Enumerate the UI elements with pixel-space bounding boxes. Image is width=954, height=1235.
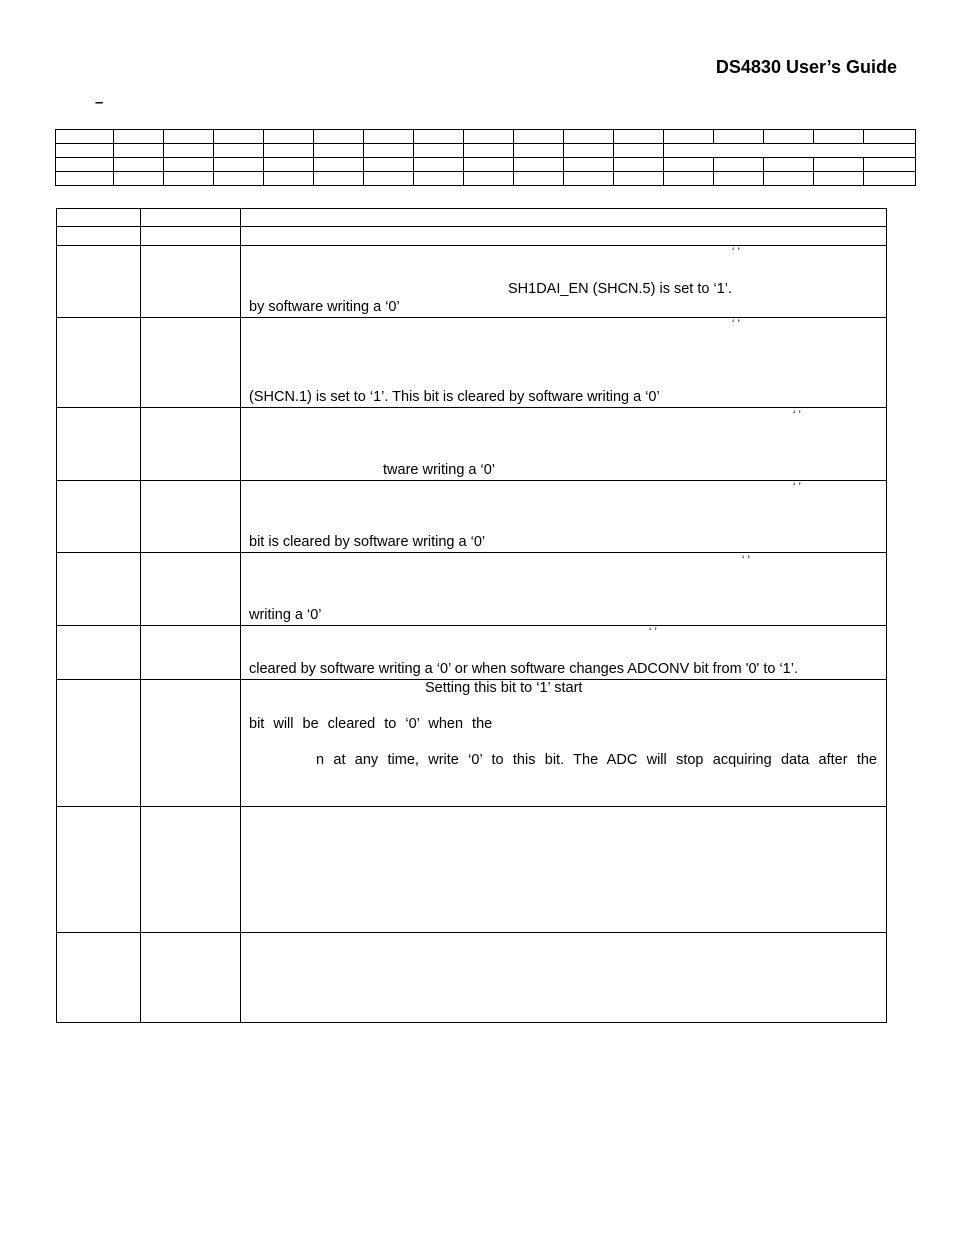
name-cell	[141, 481, 241, 553]
register-cell	[864, 158, 916, 172]
name-cell	[141, 553, 241, 626]
register-cell	[214, 158, 264, 172]
register-cell	[514, 144, 564, 158]
name-cell	[141, 408, 241, 481]
register-cell	[464, 158, 514, 172]
register-cell	[714, 130, 764, 144]
desc-row	[57, 481, 887, 553]
quote-marks: ‘ ’	[649, 626, 657, 638]
register-cell	[814, 130, 864, 144]
name-cell	[141, 246, 241, 318]
register-cell	[514, 158, 564, 172]
register-cell	[314, 172, 364, 186]
register-cell	[614, 130, 664, 144]
register-row-names	[56, 144, 916, 158]
desc-row	[57, 246, 887, 318]
register-cell	[114, 144, 164, 158]
register-row-bit-numbers	[56, 130, 916, 144]
description-text: tware writing a ‘0’	[383, 462, 496, 478]
quote-marks: ‘ ’	[732, 246, 740, 258]
register-cell	[164, 130, 214, 144]
register-cell	[764, 130, 814, 144]
bit-description-table	[56, 208, 887, 1023]
desc-header-row	[57, 209, 887, 227]
register-cell	[264, 130, 314, 144]
bit-cell	[57, 933, 141, 1023]
name-cell	[141, 626, 241, 680]
register-cell	[56, 172, 114, 186]
quote-marks: ‘ ’	[732, 318, 740, 330]
register-cell-merged	[664, 144, 916, 158]
register-row-reset	[56, 158, 916, 172]
register-cell	[264, 172, 314, 186]
name-cell	[141, 227, 241, 246]
desc-row	[57, 626, 887, 680]
description-text: by software writing a ‘0’	[249, 299, 400, 315]
register-cell	[314, 158, 364, 172]
register-cell	[214, 130, 264, 144]
register-cell	[564, 172, 614, 186]
bit-cell	[57, 807, 141, 933]
bit-cell	[57, 227, 141, 246]
register-cell	[56, 130, 114, 144]
desc-row	[57, 933, 887, 1023]
desc-row	[57, 408, 887, 481]
description-text: SH1DAI_EN (SHCN.5) is set to ‘1’.	[508, 281, 733, 297]
description-cell	[241, 246, 887, 318]
desc-row	[57, 807, 887, 933]
description-cell	[241, 680, 887, 807]
register-cell	[114, 158, 164, 172]
register-cell	[164, 172, 214, 186]
register-bit-table	[55, 129, 916, 186]
register-cell	[614, 144, 664, 158]
bit-cell	[57, 408, 141, 481]
description-text: bit is cleared by software writing a ‘0’	[249, 534, 486, 550]
bit-cell	[57, 318, 141, 408]
description-cell	[241, 318, 887, 408]
description-cell	[241, 481, 887, 553]
desc-row	[57, 553, 887, 626]
register-cell	[314, 144, 364, 158]
register-cell	[714, 172, 764, 186]
register-cell	[664, 172, 714, 186]
register-row-access	[56, 172, 916, 186]
quote-marks: ‘ ’	[793, 409, 801, 421]
bit-cell	[57, 680, 141, 807]
name-cell	[141, 209, 241, 227]
register-cell	[414, 144, 464, 158]
register-cell	[214, 172, 264, 186]
register-cell	[164, 144, 214, 158]
description-text: Setting this bit to ‘1’ start	[425, 680, 583, 696]
register-cell	[464, 144, 514, 158]
desc-row	[57, 680, 887, 807]
description-cell	[241, 626, 887, 680]
register-cell	[464, 172, 514, 186]
bit-cell	[57, 481, 141, 553]
description-text: writing a ‘0’	[249, 607, 322, 623]
bit-cell	[57, 209, 141, 227]
register-cell	[664, 158, 714, 172]
register-cell	[56, 158, 114, 172]
page-title: DS4830 User’s Guide	[715, 57, 897, 77]
register-cell	[614, 158, 664, 172]
register-cell	[364, 144, 414, 158]
register-cell	[464, 130, 514, 144]
register-cell	[364, 158, 414, 172]
register-cell	[114, 172, 164, 186]
register-cell	[56, 144, 114, 158]
description-cell	[241, 807, 887, 933]
description-cell	[241, 209, 887, 227]
name-cell	[141, 318, 241, 408]
name-cell	[141, 933, 241, 1023]
register-cell	[814, 158, 864, 172]
description-text: bit will be cleared to ‘0’ when the	[249, 716, 493, 732]
name-cell	[141, 807, 241, 933]
register-cell	[564, 158, 614, 172]
register-cell	[764, 158, 814, 172]
register-cell	[114, 130, 164, 144]
name-cell	[141, 680, 241, 807]
register-cell	[314, 130, 364, 144]
bit-cell	[57, 246, 141, 318]
quote-marks: ‘ ’	[793, 481, 801, 493]
register-cell	[364, 130, 414, 144]
register-cell	[414, 130, 464, 144]
description-cell	[241, 933, 887, 1023]
register-cell	[214, 144, 264, 158]
description-text: (SHCN.1) is set to ‘1’. This bit is cleared by software writing a ‘0’	[249, 389, 660, 405]
description-cell	[241, 227, 887, 246]
description-cell	[241, 408, 887, 481]
desc-row	[57, 318, 887, 408]
bit-cell	[57, 626, 141, 680]
register-cell	[864, 130, 916, 144]
register-cell	[864, 172, 916, 186]
register-cell	[414, 172, 464, 186]
register-cell	[564, 130, 614, 144]
register-cell	[664, 130, 714, 144]
bit-cell	[57, 553, 141, 626]
register-cell	[514, 130, 564, 144]
description-cell	[241, 553, 887, 626]
register-cell	[164, 158, 214, 172]
register-cell	[264, 158, 314, 172]
description-text: n at any time, write ‘0’ to this bit. The ADC will stop acquiring data after the	[316, 752, 877, 768]
register-cell	[364, 172, 414, 186]
register-cell	[714, 158, 764, 172]
quote-marks: ‘ ’	[742, 554, 750, 566]
register-cell	[264, 144, 314, 158]
section-dash: –	[95, 94, 104, 111]
register-cell	[414, 158, 464, 172]
register-cell	[764, 172, 814, 186]
register-cell	[514, 172, 564, 186]
description-text: cleared by software writing a ‘0’ or when software changes ADCONV bit from '0' to ‘1’.	[249, 661, 798, 677]
register-cell	[614, 172, 664, 186]
register-cell	[814, 172, 864, 186]
register-cell	[564, 144, 614, 158]
desc-row	[57, 227, 887, 246]
